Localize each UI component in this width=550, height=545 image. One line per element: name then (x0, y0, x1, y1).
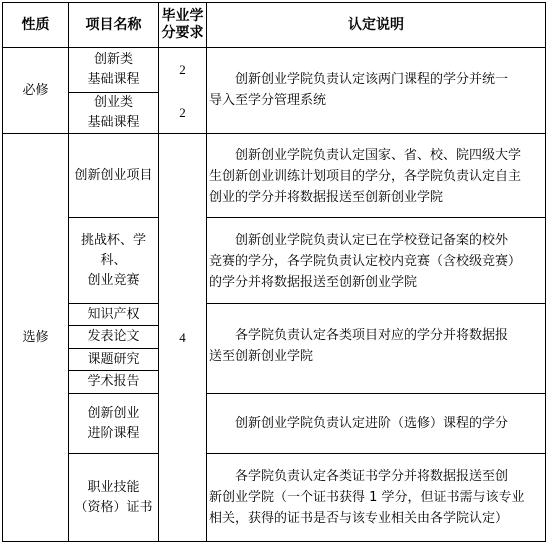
description-line: 创业的学分并将数据报送至创新创业学院 (209, 190, 444, 205)
item-name-line1: 创新类 (93, 52, 133, 67)
row-separator (206, 393, 546, 394)
description-line: 的学分并将数据报送至创新创业学院 (209, 275, 418, 290)
advanced-course-description (209, 413, 545, 434)
header-description: 认定说明 (348, 16, 404, 33)
row-separator (206, 217, 546, 218)
required-credits-innovation-basic: 2 (179, 62, 186, 77)
competition-description (209, 230, 545, 293)
elective-item-academic-report: 学术报告 (87, 374, 140, 389)
header-credit-requirement (159, 3, 206, 47)
description-line: 创新创业学院负责认定国家、省、校、院四级大学 (235, 148, 522, 163)
description-line: 相关，获得的证书是否与该专业相关由各学院认定） (209, 511, 509, 526)
table-border-right (545, 2, 546, 542)
required-credits-entrepreneurship-basic: 2 (179, 105, 186, 120)
required-item-innovation-basic (69, 48, 158, 92)
elective-item-research-topic: 课题研究 (87, 351, 140, 367)
description-line: 创新创业学院负责认定进阶（选修）课程的学分 (235, 416, 509, 431)
item-name-line2: 基础课程 (87, 72, 140, 87)
item-name-line2: 进阶课程 (87, 425, 140, 441)
required-item-entrepreneurship-basic (69, 93, 158, 133)
item-name-line1: 创业类 (93, 95, 133, 110)
elective-item-publish-paper: 发表论文 (87, 329, 140, 344)
description-line: 创新创业学院负责认定该两门课程的学分并统一 (235, 72, 509, 87)
item-name-line2: 基础课程 (87, 115, 140, 130)
header-credit-requirement-line2: 分要求 (161, 25, 204, 41)
description-line: 创新创业学院负责认定已在学校登记备案的校外 (235, 233, 509, 248)
header-credit-requirement-line1: 毕业学 (161, 8, 204, 24)
description-line: 各学院负责认定各类证书学分并将数据报送至创 (235, 469, 509, 484)
header-nature: 性质 (21, 16, 50, 33)
description-line: 竞赛的学分，各学院负责认定校内竞赛（含校级竞赛） (209, 254, 522, 269)
table-border-bottom (2, 541, 546, 542)
elective-item-certificate (69, 454, 158, 541)
description-line: 新创业学院（一个证书获得 1 学分，但证书需与该专业 (209, 490, 525, 505)
column-separator (206, 2, 207, 542)
certificate-description (209, 466, 545, 529)
description-line: 生创新创业训练计划项目的学分，各学院负责认定自主 (209, 169, 522, 184)
elective-item-intellectual-property: 知识产权 (87, 306, 140, 322)
description-line: 送至创新创业学院 (209, 349, 314, 364)
required-nature: 必修 (22, 82, 49, 98)
elective-item-competition (69, 218, 158, 303)
elective-item-advanced-course (69, 394, 158, 453)
header-item-name: 项目名称 (85, 16, 142, 33)
description-line: 各学院负责认定各类项目对应的学分并将数据报 (235, 328, 509, 343)
item-name-line1: 挑战杯、学科、 (80, 232, 146, 268)
misc-items-description (209, 325, 545, 367)
required-description (209, 69, 545, 111)
item-name-line1: 创新创业 (87, 405, 140, 421)
item-name-line2: 创业竞赛 (87, 272, 140, 288)
row-separator (206, 303, 546, 304)
elective-nature: 选修 (22, 329, 49, 345)
description-line: 导入至学分管理系统 (209, 93, 327, 108)
item-name-line1: 职业技能 (87, 479, 140, 495)
elective-item-innovation-project: 创新创业项目 (74, 167, 153, 183)
innovation-project-description (209, 145, 545, 208)
elective-credits: 4 (179, 329, 186, 345)
row-separator (206, 453, 546, 454)
item-name-line2: （资格）证书 (74, 499, 153, 515)
